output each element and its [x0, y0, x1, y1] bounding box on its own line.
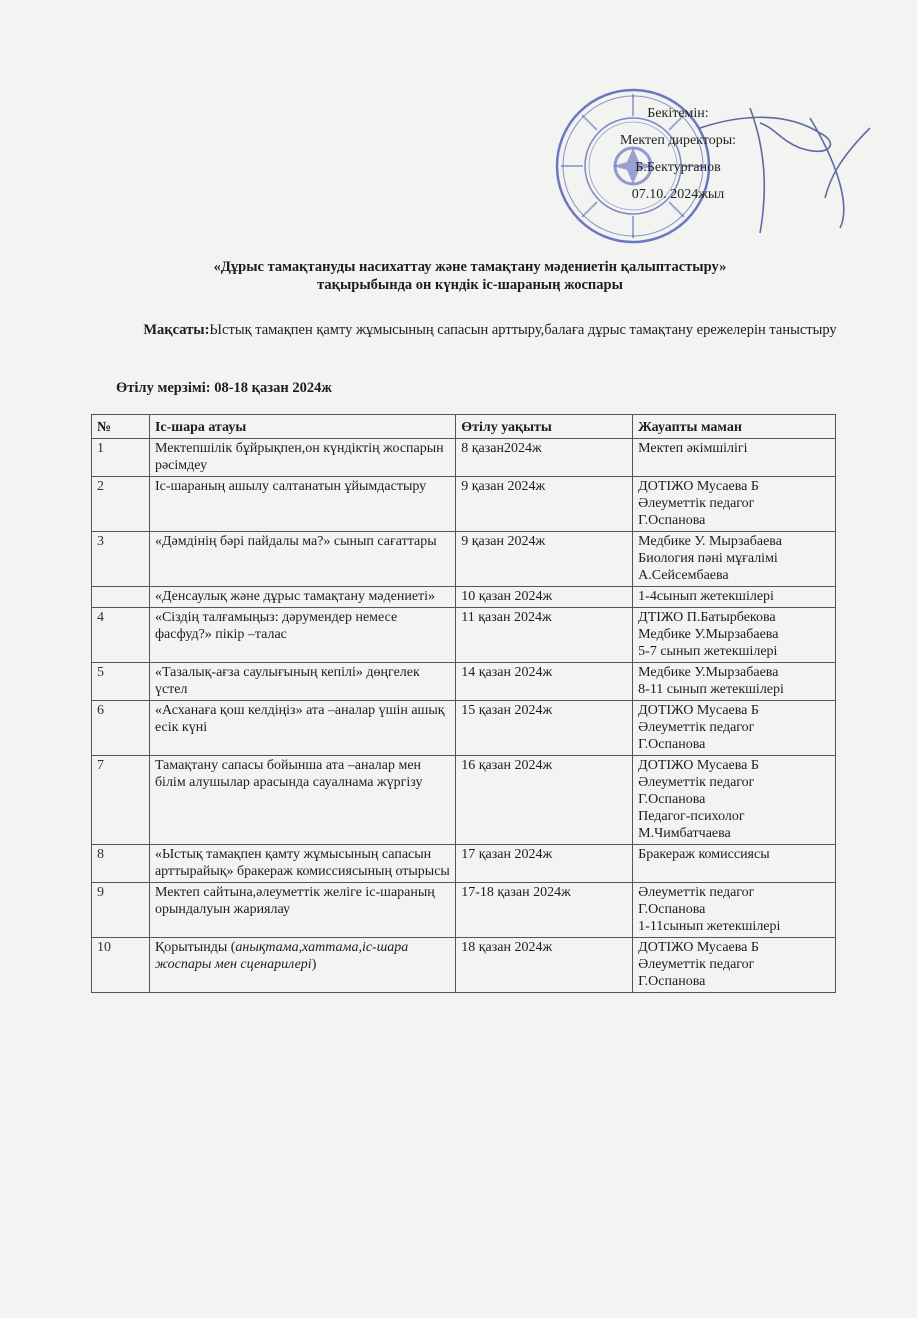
row-responsible — [633, 663, 836, 701]
responsible-line: Әлеуметтік педагог — [638, 957, 755, 972]
responsible-line: 8-11 сынып жетекшілері — [638, 682, 784, 697]
row-responsible — [633, 608, 836, 663]
table-row — [92, 608, 836, 663]
row-event-name: «Дәмдінің бәрі пайдалы ма?» сынып сағаттары — [149, 532, 455, 587]
row-event-name: «Сіздің талғамыңыз: дәрумендер немесе фасфуд?» пікір –талас — [149, 608, 455, 663]
row-responsible — [633, 701, 836, 756]
table-row — [92, 532, 836, 587]
row-date: 11 қазан 2024ж — [456, 608, 633, 663]
responsible-line: Мектеп әкімшілігі — [638, 441, 748, 456]
row-number: 7 — [92, 756, 150, 845]
row-date: 17-18 қазан 2024ж — [456, 883, 633, 938]
responsible-line: 5-7 сынып жетекшілері — [638, 644, 778, 659]
responsible-line: Бракераж комиссиясы — [638, 847, 770, 862]
director-name: Б.Бектурганов — [635, 160, 721, 175]
table-row — [92, 845, 836, 883]
row-event-name: «Ыстық тамақпен қамту жұмысының сапасын арттырайық» бракераж комиссиясының отырысы — [149, 845, 455, 883]
purpose-label: Мақсаты: — [143, 322, 210, 338]
responsible-line: А.Сейсембаева — [638, 568, 729, 583]
row-event-name: Тамақтану сапасы бойынша ата –аналар мен білім алушылар арасында сауалнама жүргізу — [149, 756, 455, 845]
row-responsible — [633, 477, 836, 532]
table-row — [92, 701, 836, 756]
row-event-name: Мектеп сайтына,әлеуметтік желіге іс-шараның орындалуын жариялау — [149, 883, 455, 938]
row-number: 6 — [92, 701, 150, 756]
row-number: 4 — [92, 608, 150, 663]
row-responsible — [633, 439, 836, 477]
header-event-name: Іс-шара атауы — [149, 415, 455, 439]
row-number: 10 — [92, 938, 150, 993]
row-event-name-end: ) — [311, 957, 317, 972]
row-date: 10 қазан 2024ж — [456, 587, 633, 608]
responsible-line: 1-11сынып жетекшілері — [638, 919, 781, 934]
period-text: Өтілу мерзімі: 08-18 қазан 2024ж — [116, 380, 332, 396]
row-event-name: «Денсаулық және дұрыс тамақтану мәдениеті» — [149, 587, 455, 608]
table-row-last — [92, 938, 836, 993]
row-event-name: Мектепшілік бұйрықпен,он күндіктің жоспарын рәсімдеу — [149, 439, 455, 477]
row-number: 5 — [92, 663, 150, 701]
approval-label: Бекітемін: — [647, 106, 709, 121]
row-event-name: «Асханаға қош келдіңіз» ата –аналар үшін ашық есік күні — [149, 701, 455, 756]
row-event-name — [149, 938, 455, 993]
responsible-line: Әлеуметтік педагог — [638, 775, 755, 790]
row-number: 2 — [92, 477, 150, 532]
row-event-name: Іс-шараның ашылу салтанатын ұйымдастыру — [149, 477, 455, 532]
responsible-line: Педагог-психолог — [638, 809, 745, 824]
title-line-1: «Дұрыс тамақтануды насихаттау және тамақтану мәдениетін қалыптастыру» — [213, 259, 727, 275]
row-number: 9 — [92, 883, 150, 938]
director-signature — [690, 88, 880, 238]
responsible-line: М.Чимбатчаева — [638, 826, 731, 841]
responsible-line: Г.Оспанова — [638, 902, 706, 917]
responsible-line: Медбике У. Мырзабаева — [638, 534, 782, 549]
table-row — [92, 587, 836, 608]
row-number: 3 — [92, 532, 150, 587]
table-row — [92, 756, 836, 845]
responsible-line: Медбике У.Мырзабаева — [638, 627, 779, 642]
approval-date: 07.10. 2024жыл — [631, 187, 725, 202]
row-responsible — [633, 756, 836, 845]
row-number — [92, 587, 150, 608]
row-responsible — [633, 532, 836, 587]
row-responsible — [633, 845, 836, 883]
row-date: 9 қазан 2024ж — [456, 532, 633, 587]
table-body — [92, 439, 836, 993]
header-date: Өтілу уақыты — [456, 415, 633, 439]
purpose-block — [105, 320, 875, 340]
responsible-line: Г.Оспанова — [638, 792, 706, 807]
responsible-line: Әлеуметтік педагог — [638, 720, 755, 735]
row-event-name: «Тазалық-ағза саулығының кепілі» дөңгелек үстел — [149, 663, 455, 701]
table-header-row — [92, 415, 836, 439]
row-date: 15 қазан 2024ж — [456, 701, 633, 756]
responsible-line: ДТІЖО П.Батырбекова — [638, 610, 776, 625]
responsible-line: Г.Оспанова — [638, 737, 706, 752]
responsible-line: 1-4сынып жетекшілері — [638, 589, 774, 604]
document-title — [90, 258, 850, 294]
responsible-line: Г.Оспанова — [638, 974, 706, 989]
table-row — [92, 663, 836, 701]
row-date: 16 қазан 2024ж — [456, 756, 633, 845]
responsible-line: Әлеуметтік педагог — [638, 496, 755, 511]
row-number: 1 — [92, 439, 150, 477]
row-responsible — [633, 883, 836, 938]
event-plan-table — [91, 414, 836, 993]
row-date: 18 қазан 2024ж — [456, 938, 633, 993]
purpose-text: Ыстық тамақпен қамту жұмысының сапасын арттыру,балаға дұрыс тамақтану ережелерін таныстыру — [209, 322, 837, 338]
responsible-line: Г.Оспанова — [638, 513, 706, 528]
title-line-2: тақырыбында он күндік іс-шараның жоспары — [317, 277, 623, 293]
director-position: Мектеп директоры: — [619, 133, 737, 148]
responsible-line: ДОТІЖО Мусаева Б — [638, 479, 759, 494]
header-responsible: Жауапты маман — [633, 415, 836, 439]
responsible-line: ДОТІЖО Мусаева Б — [638, 758, 759, 773]
row-date: 14 қазан 2024ж — [456, 663, 633, 701]
responsible-line: ДОТІЖО Мусаева Б — [638, 940, 759, 955]
responsible-line: Әлеуметтік педагог — [638, 885, 755, 900]
responsible-line: ДОТІЖО Мусаева Б — [638, 703, 759, 718]
table-row — [92, 439, 836, 477]
responsible-line: Медбике У.Мырзабаева — [638, 665, 779, 680]
responsible-line: Биология пәні мұғалімі — [638, 551, 778, 566]
row-responsible — [633, 938, 836, 993]
row-responsible — [633, 587, 836, 608]
table-row — [92, 883, 836, 938]
row-event-name-italic: анықтама,хаттама,іс-шара жоспары мен сценарилері — [154, 940, 409, 972]
row-number: 8 — [92, 845, 150, 883]
header-number: № — [92, 415, 150, 439]
table-row — [92, 477, 836, 532]
row-event-name-start: Қорытынды ( — [154, 940, 236, 955]
row-date: 8 қазан2024ж — [456, 439, 633, 477]
row-date: 17 қазан 2024ж — [456, 845, 633, 883]
row-date: 9 қазан 2024ж — [456, 477, 633, 532]
